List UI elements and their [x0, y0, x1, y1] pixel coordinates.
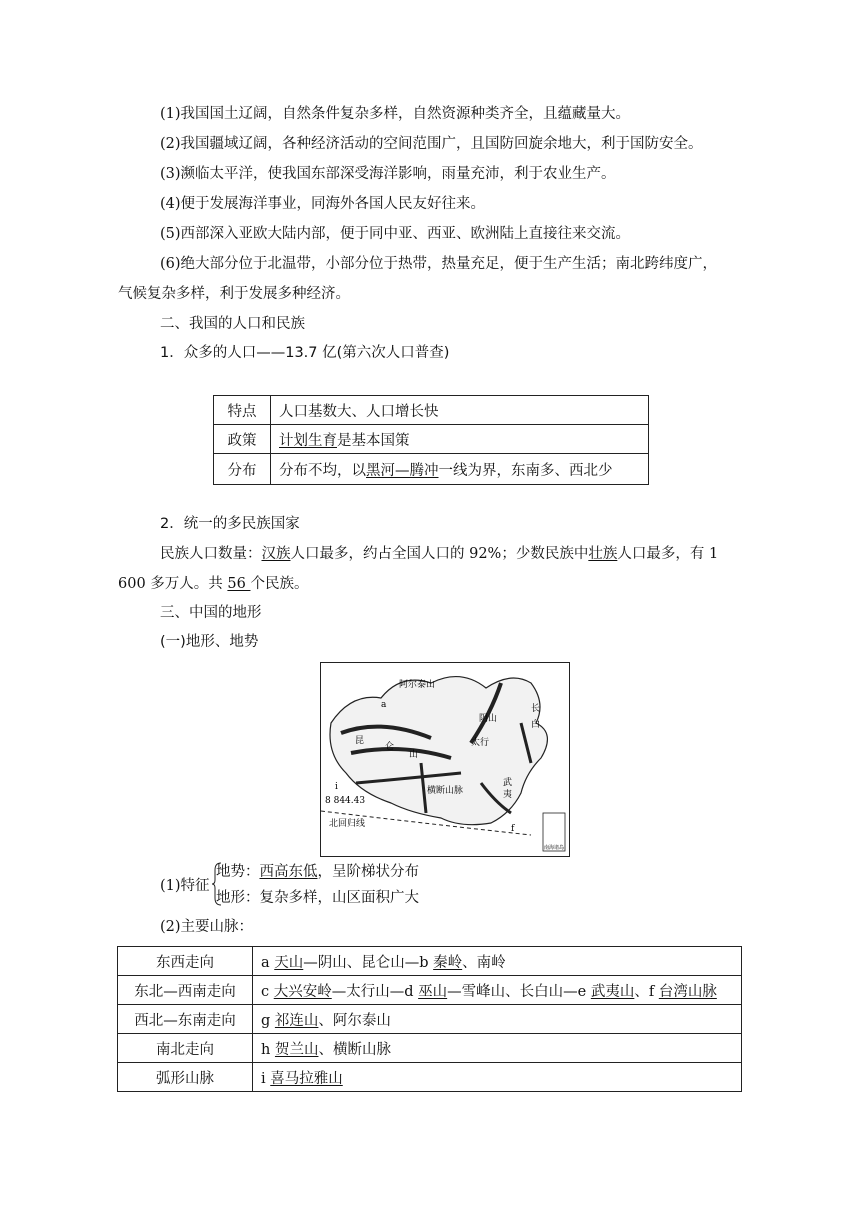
text: h	[261, 1041, 275, 1058]
para-5: (5)西部深入亚欧大陆内部，便于同中亚、西亚、欧洲陆上直接往来交流。	[160, 226, 631, 242]
row-value	[271, 454, 649, 485]
map-label: a	[381, 700, 387, 710]
population-table	[213, 395, 649, 485]
map-label: 夷	[503, 790, 513, 800]
row-key: 分布	[214, 454, 271, 485]
ethnic-line-1	[160, 544, 718, 564]
row-text: 分布不均，以	[279, 462, 366, 479]
map-label: i	[335, 782, 338, 792]
answer-underline: 西高东低	[259, 864, 318, 880]
text: 600 多万人。共	[118, 576, 228, 592]
table-row	[118, 1034, 742, 1063]
answer-underline: 巫山	[418, 983, 448, 1000]
para-1: (1)我国国土辽阔，自然条件复杂多样，自然资源种类齐全，且蕴藏量大。	[160, 106, 631, 122]
answer-underline: 壮族	[588, 546, 618, 562]
table-row	[118, 947, 742, 976]
text: —阴山、昆仑山—b	[303, 954, 434, 971]
row-value	[271, 425, 649, 454]
direction-cell: 东北—西南走向	[118, 976, 253, 1005]
text: —太行山—d	[331, 983, 419, 1000]
answer-underline: 武夷山	[590, 983, 635, 1000]
answer-underline: 台湾山脉	[658, 983, 717, 1000]
population-subtitle: 1．众多的人口——13.7 亿(第六次人口普查)	[160, 345, 450, 361]
map-label: 8 844.43	[325, 796, 366, 806]
map-label: f	[511, 824, 515, 834]
table-row	[214, 425, 649, 454]
feature-line-1	[216, 862, 419, 882]
row-value: 人口基数大、人口增长快	[271, 396, 649, 425]
text: 地势：	[216, 864, 260, 880]
para-6-line-2: 气候复杂多样，利于发展多种经济。	[118, 286, 350, 302]
direction-cell: 南北走向	[118, 1034, 253, 1063]
mountains-subtitle: (2)主要山脉：	[160, 919, 254, 935]
answer-underline: 天山	[274, 954, 304, 971]
mountain-table	[117, 946, 742, 1092]
text: i	[261, 1070, 271, 1087]
table-row	[118, 976, 742, 1005]
table-row	[118, 1063, 742, 1092]
answer-underline: 大兴安岭	[273, 983, 332, 1000]
direction-cell: 西北—东南走向	[118, 1005, 253, 1034]
table-row	[214, 396, 649, 425]
ranges-cell	[253, 1034, 742, 1063]
text: ，呈阶梯状分布	[317, 864, 419, 880]
table-row	[214, 454, 649, 485]
ranges-cell	[253, 1063, 742, 1092]
answer-underline: 汉族	[261, 546, 291, 562]
map-label: 山	[409, 750, 419, 760]
text: 个民族。	[250, 576, 309, 592]
text: 、阿尔泰山	[318, 1012, 391, 1029]
answer-underline: 黑河—腾冲	[366, 462, 439, 479]
row-text: 是基本国策	[337, 432, 410, 449]
row-key: 特点	[214, 396, 271, 425]
answer-underline: 喜马拉雅山	[270, 1070, 343, 1087]
terrain-subtitle: (一)地形、地势	[160, 634, 259, 650]
map-label: 武	[503, 778, 513, 788]
map-label: 南海诸岛	[544, 845, 565, 851]
feature-line-2: 地形：复杂多样，山区面积广大	[216, 890, 419, 906]
feature-label: (1)特征	[160, 878, 210, 894]
direction-cell: 东西走向	[118, 947, 253, 976]
map-label: 阴山	[479, 714, 498, 724]
map-label: 阿尔泰山	[399, 680, 436, 690]
map-drawing	[321, 663, 569, 856]
ranges-cell	[253, 976, 742, 1005]
para-3: (3)濒临太平洋，使我国东部深受海洋影响，雨量充沛，利于农业生产。	[160, 166, 616, 182]
text: —雪峰山、长白山—e	[447, 983, 591, 1000]
ethnic-subtitle: 2．统一的多民族国家	[160, 516, 300, 532]
para-6-line-1: (6)绝大部分位于北温带，小部分位于热带，热量充足，便于生产生活；南北跨纬度广，	[160, 256, 718, 272]
map-label: 横断山脉	[427, 786, 464, 796]
text: 人口最多，约占全国人口的 92%；少数民族中	[290, 546, 589, 562]
section-2-title: 二、我国的人口和民族	[160, 316, 305, 332]
answer-underline: 贺兰山	[274, 1041, 319, 1058]
direction-cell: 弧形山脉	[118, 1063, 253, 1092]
text: 人口最多，有 1	[617, 546, 719, 562]
map-label: 北回归线	[329, 819, 366, 829]
answer-underline: 秦岭	[433, 954, 463, 971]
row-key: 政策	[214, 425, 271, 454]
ranges-cell	[253, 1005, 742, 1034]
text: a	[261, 954, 275, 971]
para-4: (4)便于发展海洋事业，同海外各国人民友好往来。	[160, 196, 486, 212]
map-label: 白	[531, 720, 541, 730]
table-row	[118, 1005, 742, 1034]
answer-underline: 计划生育	[279, 432, 337, 449]
text: g	[261, 1012, 275, 1029]
text: 、横断山脉	[318, 1041, 391, 1058]
text: c	[261, 983, 274, 1000]
section-3-title: 三、中国的地形	[160, 605, 262, 621]
map-label: 昆	[355, 736, 365, 746]
answer-underline: 祁连山	[274, 1012, 319, 1029]
ranges-cell	[253, 947, 742, 976]
map-label: 仑	[385, 742, 395, 752]
text: 、f	[634, 983, 659, 1000]
para-2: (2)我国疆域辽阔，各种经济活动的空间范围广，且国防回旋余地大，利于国防安全。	[160, 136, 703, 152]
text: 、南岭	[462, 954, 506, 971]
china-terrain-map	[320, 662, 570, 857]
ethnic-line-2	[118, 574, 308, 594]
map-label: 长	[531, 704, 541, 714]
answer-underline: 56	[227, 576, 251, 592]
row-text: 一线为界，东南多、西北少	[438, 462, 613, 479]
map-label: 太行	[471, 738, 490, 748]
text: 民族人口数量：	[160, 546, 262, 562]
